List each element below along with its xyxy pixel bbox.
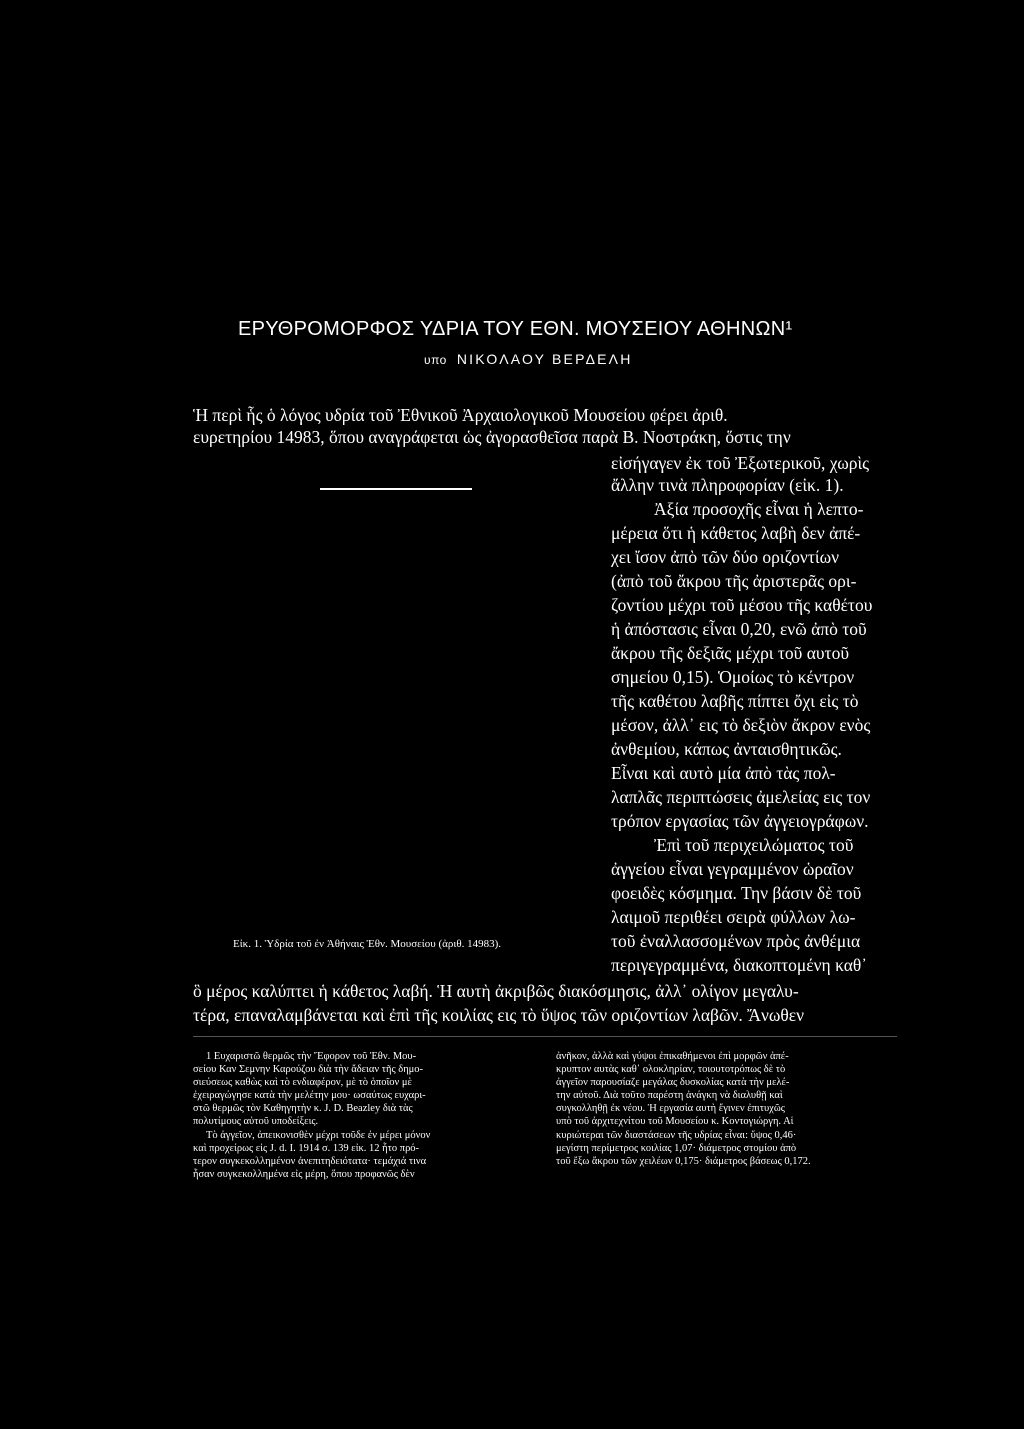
footnote-line: κυριώτεραι τῶν διαστάσεων τῆς υδρίας εἶναι: ὕψος 0,46· — [556, 1130, 797, 1141]
footnote-line: ἦσαν συγκεκολλημένα εἰς μέρη, ὅπου προφανῶς δὲν — [193, 1169, 415, 1180]
col-line: Ἐπὶ τοῦ περιχειλώματος τοῦ — [654, 835, 854, 855]
footnote-line: πολυτίμους αὐτοῦ υποδείξεις. — [193, 1116, 319, 1127]
col-line: ἀνθεμίου, κάπως ἀνταισθητικῶς. — [611, 739, 842, 759]
col-line: τῆς καθέτου λαβῆς πίπτει ὄχι εἰς τὸ — [611, 691, 859, 711]
footnote-line: την αὐτοῦ. Διὰ τοῦτο παρέστη ἀνάγκη νὰ διαλυθῇ καὶ — [556, 1090, 783, 1101]
author-line — [424, 351, 633, 367]
col-line: (ἀπὸ τοῦ ἄκρου τῆς ἀριστερᾶς ορι- — [611, 571, 857, 591]
col-line: λαιμοῦ περιθέει σειρὰ φύλλων λω- — [611, 907, 856, 927]
footnote-rule — [193, 1036, 897, 1037]
footnote-line: μεγίστη περίμετρος κοιλίας 1,07· διάμετρος στομίου ἀπὸ — [556, 1143, 797, 1154]
footnote-line: στῶ θερμῶς τὸν Καθηγητὴν κ. J. D. Beazley διὰ τὰς — [193, 1103, 413, 1114]
col-line: τρόπον εργασίας τῶν ἀγγειογράφων. — [611, 811, 869, 831]
body-line-closing-2: τέρα, επαναλαμβάνεται καὶ ἐπὶ τῆς κοιλίας εις τὸ ὕψος τῶν οριζοντίων λαβῶν. Ἄνωθεν — [193, 1005, 805, 1025]
footnote-line: υπὸ τοῦ ἀρχιτεχνίτου τοῦ Μουσείου κ. Κοντογιώργη. Αἱ — [556, 1116, 794, 1127]
figure-caption: Εἰκ. 1. Ὑδρία τοῦ ἐν Ἀθήναις Ἐθν. Μουσείου (ἀριθ. 14983). — [233, 938, 502, 950]
col-line: Εἶναι καὶ αυτὸ μία ἀπὸ τὰς πολ- — [611, 763, 836, 783]
article-title: ΕΡΥΘΡΟΜΟΡΦΟΣ ΥΔΡΙΑ ΤΟΥ ΕΘΝ. ΜΟΥΣΕΙΟΥ ΑΘΗΝΩΝ¹ — [238, 318, 793, 340]
col-line: χει ἴσον ἀπὸ τῶν δύο οριζοντίων — [611, 547, 840, 567]
col-line: φοειδὲς κόσμημα. Την βάσιν δὲ τοῦ — [611, 883, 862, 903]
col-line: εἰσήγαγεν ἐκ τοῦ Ἐξωτερικοῦ, χωρὶς — [611, 453, 870, 473]
body-line-1: Ἡ περὶ ἧς ὁ λόγος υδρία τοῦ Ἐθνικοῦ Ἀρχαιολογικοῦ Μουσείου φέρει ἀριθ. — [193, 405, 728, 425]
footnote-line: ἀνῆκον, ἀλλὰ καὶ γύψοι ἐπικαθήμενοι ἐπὶ μορφῶν ἀπέ- — [556, 1051, 789, 1062]
col-line: ἄκρου τῆς δεξιᾶς μέχρι τοῦ αυτοῦ — [611, 643, 849, 663]
footnote-line: σιεύσεως καθὼς καὶ τὸ ενδιαφέρον, μὲ τὸ ὁποῖον μὲ — [193, 1077, 412, 1088]
col-line: ζοντίου μέχρι τοῦ μέσου τῆς καθέτου — [611, 595, 873, 615]
author-name: ΝΙΚΟΛΑΟΥ ΒΕΡΔΕΛΗ — [456, 351, 633, 367]
col-line: περιγεγραμμένα, διακοπτομένη καθ᾽ — [611, 955, 868, 975]
col-line: ἀγγείου εἶναι γεγραμμένον ὡραῖον — [611, 859, 854, 879]
body-line-closing-1: ὃ μέρος καλύπτει ἡ κάθετος λαβή. Ἡ αυτὴ ἀκριβῶς διακόσμησις, ἀλλ᾽ ολίγον μεγαλυ- — [193, 981, 799, 1001]
footnote-line: σείου Καν Σεμνην Καρούζου διὰ τὴν ἄδειαν τῆς δημο- — [193, 1064, 424, 1075]
footnote-line: συγκολληθῇ ἐκ νέου. Ἡ εργασία αυτὴ ἔγινεν ἐπιτυχῶς — [556, 1103, 785, 1114]
author-prefix: υπο — [424, 353, 447, 367]
footnote-line: τερον συγκεκολλημένον ἀνεπιτηδειότατα· τεμάχιά τινα — [193, 1156, 427, 1167]
footnote-line: ἐχειραγώγησε κατὰ τὴν μελέτην μου· ωσαύτως ευχαρι- — [193, 1090, 426, 1101]
figure-top-rule — [320, 488, 472, 490]
col-line: μέρεια ὅτι ἡ κάθετος λαβὴ δεν ἀπέ- — [611, 523, 861, 543]
col-line: Ἀξία προσοχῆς εἶναι ἡ λεπτο- — [654, 499, 864, 519]
footnote-line: ἀγγεῖον παρουσίαζε μεγάλας δυσκολίας κατὰ τὴν μελέ- — [556, 1077, 790, 1088]
footnote-line: 1 Ευχαριστῶ θερμῶς τὴν Ἔφορον τοῦ Ἐθν. Μου- — [206, 1051, 417, 1062]
footnote-line: καὶ προχείρως εἰς J. d. I. 1914 σ. 139 εἰκ. 12 ἦτο πρό- — [193, 1143, 420, 1154]
figure-image-area — [193, 492, 593, 932]
footnote-line: κρυπτον αυτὰς καθ᾽ ολοκληρίαν, τοιουτοτρόπως δὲ τὸ — [556, 1064, 786, 1075]
col-line: ἡ ἀπόστασις εἶναι 0,20, ενῶ ἀπὸ τοῦ — [611, 619, 867, 639]
body-line-2: ευρετηρίου 14983, ὅπου αναγράφεται ὡς ἀγορασθεῖσα παρὰ Β. Νοστράκη, ὅστις την — [193, 427, 791, 447]
col-line: σημείου 0,15). Ὁμοίως τὸ κέντρον — [611, 667, 855, 687]
col-line: λαπλᾶς περιπτώσεις ἀμελείας εις τον — [611, 787, 871, 807]
footnote-line: τοῦ ἔξω ἄκρου τῶν χειλέων 0,175· διάμετρος βάσεως 0,172. — [556, 1156, 811, 1167]
col-line: ἄλλην τινὰ πληροφορίαν (εἰκ. 1). — [611, 475, 844, 495]
col-line: τοῦ ἐναλλασσομένων πρὸς ἀνθέμια — [611, 931, 861, 951]
footnote-line: Τὸ ἀγγεῖον, ἀπεικονισθὲν μέχρι τοῦδε ἐν μέρει μόνον — [206, 1130, 431, 1141]
col-line: μέσον, ἀλλ᾽ εις τὸ δεξιὸν ἄκρον ενὸς — [611, 715, 871, 735]
